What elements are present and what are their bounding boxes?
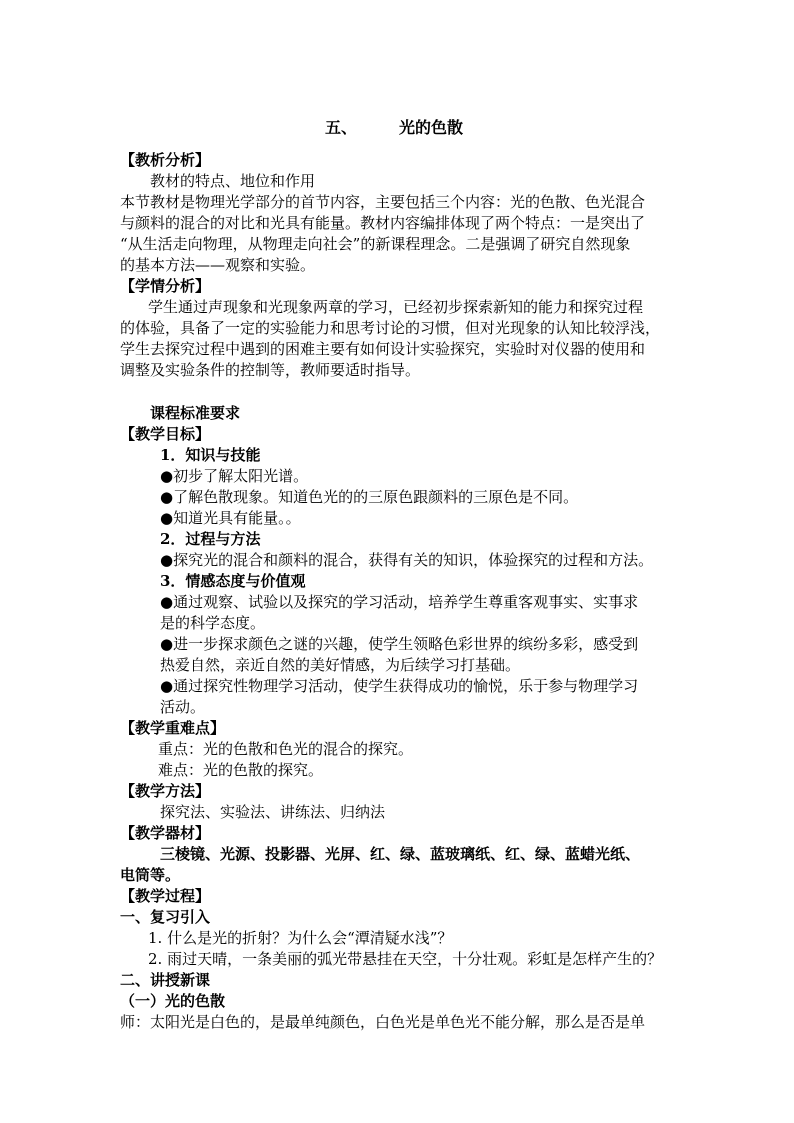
textbook-line-1: 本节教材是物理光学部分的首节内容，主要包括三个内容：光的色散、色光混合	[120, 193, 646, 211]
process-question-2: 2. 雨过天晴，一条美丽的弧光带悬挂在天空，十分壮观。彩虹是怎样产生的？	[148, 950, 663, 968]
students-line-4: 调整及实验条件的控制等，教师要适时指导。	[120, 361, 421, 379]
standard-heading: 课程标准要求	[150, 404, 241, 422]
textbook-line-3: “从生活走向物理，从物理走向社会”的新课程理念。二是强调了研究自然现象	[120, 235, 631, 253]
goal-knowledge-1: ●初步了解太阳光谱。	[160, 467, 309, 485]
process-question-1: 1. 什么是光的折射？为什么会“潭清疑水浅”？	[148, 929, 453, 947]
goal-knowledge-title: 1．知识与技能	[160, 446, 261, 464]
process-heading: 【教学过程】	[120, 887, 211, 905]
process-subsection-1: （一）光的色散	[120, 992, 226, 1010]
goal-emotion-3a: ●通过探究性物理学习活动，使学生获得成功的愉悦，乐于参与物理学习	[160, 677, 639, 695]
keypoint-hard: 难点：光的色散的探究。	[158, 761, 324, 779]
equipment-heading: 【教学器材】	[120, 824, 211, 842]
process-section-1: 一、复习引入	[120, 908, 211, 926]
goal-knowledge-2: ●了解色散现象。知道色光的的三原色跟颜料的三原色是不同。	[160, 488, 579, 506]
goal-emotion-3b: 活动。	[160, 698, 206, 716]
goal-emotion-2b: 热爱自然，亲近自然的美好情感，为后续学习打基础。	[160, 656, 521, 674]
textbook-line-4: 的基本方法——观察和实验。	[120, 256, 316, 274]
goals-heading: 【教学目标】	[120, 425, 211, 443]
goal-knowledge-3: ●知道光具有能量。。	[160, 509, 301, 527]
goal-emotion-1b: 是的科学态度。	[160, 614, 266, 632]
equipment-line-2: 电筒等。	[120, 866, 181, 884]
goal-process-1: ●探究光的混合和颜料的混合，获得有关的知识，体验探究的过程和方法。	[160, 551, 654, 569]
process-teacher-line: 师：太阳光是白色的，是最单纯颜色，白色光是单色光不能分解，那么是否是单	[120, 1013, 646, 1031]
textbook-heading: 【教析分析】	[120, 151, 211, 169]
goal-emotion-2a: ●进一步探求颜色之谜的兴趣，使学生领略色彩世界的缤纷多彩，感受到	[160, 635, 639, 653]
equipment-line-1: 三棱镜、光源、投影器、光屏、红、绿、蓝玻璃纸、红、绿、蓝蜡光纸、	[160, 845, 641, 863]
students-line-3: 学生去探究过程中遇到的困难主要有如何设计实验探究，实验时对仪器的使用和	[120, 340, 646, 358]
students-heading: 【学情分析】	[120, 277, 211, 295]
goal-process-title: 2．过程与方法	[160, 530, 261, 548]
textbook-line-2: 与颜料的混合的对比和光具有能量。教材内容编排体现了两个特点：一是突出了	[120, 214, 646, 232]
methods-heading: 【教学方法】	[120, 782, 211, 800]
students-line-2: 的体验，具备了一定的实验能力和思考讨论的习惯，但对光现象的认知比较浮浅，	[120, 319, 661, 337]
keypoints-heading: 【教学重难点】	[120, 719, 226, 737]
textbook-subheading: 教材的特点、地位和作用	[150, 172, 316, 190]
methods-text: 探究法、实验法、讲练法、归纳法	[160, 803, 386, 821]
keypoint-key: 重点：光的色散和色光的混合的探究。	[158, 740, 414, 758]
goal-emotion-title: 3．情感态度与价值观	[160, 572, 306, 590]
title-number: 五、	[325, 118, 358, 137]
page-title	[325, 115, 463, 138]
title-text: 光的色散	[399, 118, 464, 137]
process-section-2: 二、讲授新课	[120, 971, 211, 989]
students-line-1: 学生通过声现象和光现象两章的学习，已经初步探索新知的能力和探究过程	[148, 298, 644, 316]
goal-emotion-1a: ●通过观察、试验以及探究的学习活动，培养学生尊重客观事实、实事求	[160, 593, 639, 611]
